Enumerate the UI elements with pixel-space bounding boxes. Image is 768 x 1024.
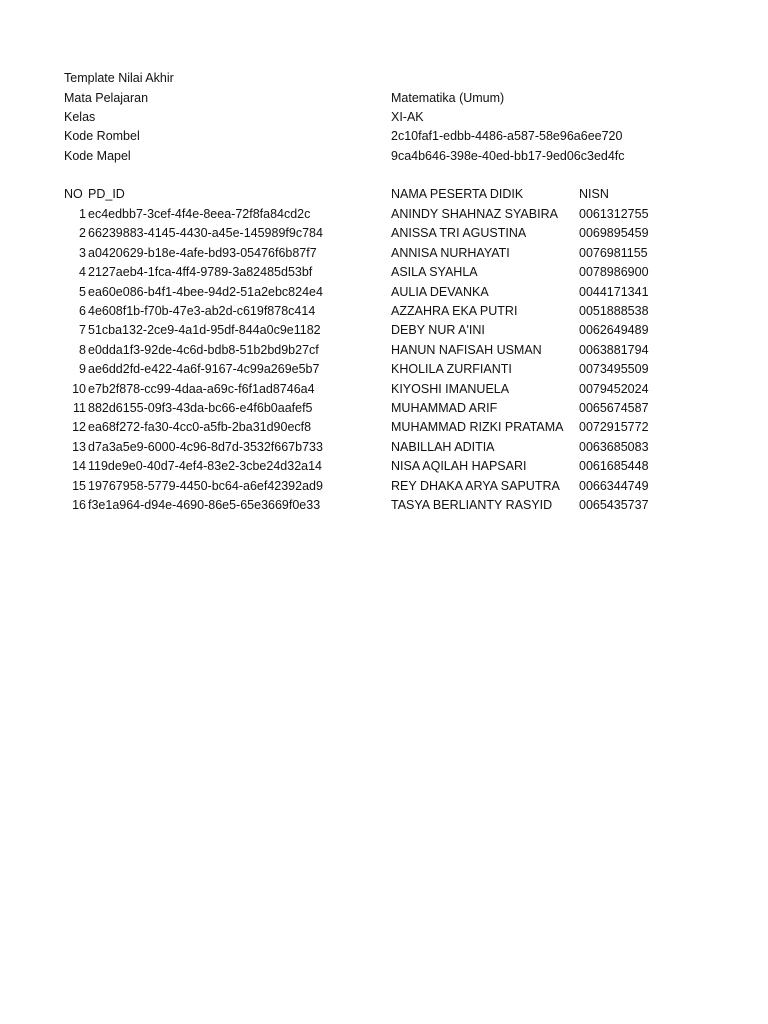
header-nama-peserta-didik: NAMA PESERTA DIDIK (391, 187, 524, 201)
cell-nama: ANNISA NURHAYATI (391, 245, 510, 260)
cell-no: 8 (79, 342, 86, 357)
cell-pd-id: ea68f272-fa30-4cc0-a5fb-2ba31d90ecf8 (88, 420, 312, 435)
header-pd-id: PD_ID (88, 187, 125, 201)
cell-pd-id: 51cba132-2ce9-4a1d-95df-844a0c9e1182 (88, 323, 321, 338)
table-row (0, 321, 768, 340)
cell-no: 16 (72, 498, 86, 512)
cell-no: 1 (79, 207, 86, 221)
cell-nama: MUHAMMAD ARIF (391, 401, 498, 415)
cell-no: 5 (79, 284, 86, 299)
cell-nisn: 0051888538 (579, 304, 649, 318)
cell-pd-id: ae6dd2fd-e422-4a6f-9167-4c99a269e5b7 (88, 362, 320, 377)
cell-nisn: 0061685448 (579, 459, 649, 474)
cell-nisn: 0044171341 (579, 284, 649, 299)
cell-pd-id: 882d6155-09f3-43da-bc66-e4f6b0aafef5 (88, 401, 313, 415)
cell-no: 10 (72, 381, 86, 396)
cell-pd-id: ec4edbb7-3cef-4f4e-8eea-72f8fa84cd2c (88, 207, 311, 221)
cell-pd-id: a0420629-b18e-4afe-bd93-05476f6b87f7 (88, 245, 317, 260)
cell-pd-id: ea60e086-b4f1-4bee-94d2-51a2ebc824e4 (88, 284, 323, 299)
cell-no: 14 (72, 459, 86, 474)
cell-nisn: 0073495509 (579, 362, 649, 377)
cell-nama: ASILA SYAHLA (391, 265, 478, 280)
cell-nama: ANINDY SHAHNAZ SYABIRA (391, 207, 558, 221)
header-nisn: NISN (579, 187, 609, 201)
table-row (0, 224, 768, 243)
field-label-kelas: Kelas (64, 110, 96, 124)
cell-nama: KIYOSHI IMANUELA (391, 381, 510, 396)
cell-nama: AZZAHRA EKA PUTRI (391, 304, 518, 318)
cell-no: 4 (79, 265, 86, 280)
cell-nama: REY DHAKA ARYA SAPUTRA (391, 478, 560, 493)
cell-nisn: 0065674587 (579, 401, 649, 415)
cell-nama: AULIA DEVANKA (391, 284, 489, 299)
cell-nisn: 0065435737 (579, 498, 649, 512)
cell-pd-id: e7b2f878-cc99-4daa-a69c-f6f1ad8746a4 (88, 381, 315, 396)
cell-nisn: 0063881794 (579, 342, 649, 357)
cell-no: 13 (72, 439, 86, 454)
cell-no: 12 (72, 420, 86, 435)
table-row (0, 360, 768, 379)
field-label-kode-rombel: Kode Rombel (64, 129, 140, 143)
cell-nama: HANUN NAFISAH USMAN (391, 342, 542, 357)
table-row (0, 496, 768, 515)
table-row (0, 244, 768, 263)
cell-nisn: 0063685083 (579, 439, 649, 454)
field-label-kode-mapel: Kode Mapel (64, 149, 131, 163)
cell-nama: TASYA BERLIANTY RASYID (391, 498, 553, 512)
cell-pd-id: f3e1a964-d94e-4690-86e5-65e3669f0e33 (88, 498, 321, 512)
cell-pd-id: e0dda1f3-92de-4c6d-bdb8-51b2bd9b27cf (88, 342, 319, 357)
field-value-kode-mapel: 9ca4b646-398e-40ed-bb17-9ed06c3ed4fc (391, 149, 625, 163)
cell-nama: NISA AQILAH HAPSARI (391, 459, 527, 474)
table-row (0, 263, 768, 282)
cell-nisn: 0076981155 (579, 245, 648, 260)
cell-no: 11 (73, 401, 86, 415)
field-label-mata-pelajaran: Mata Pelajaran (64, 91, 149, 105)
cell-pd-id: 2127aeb4-1fca-4ff4-9789-3a82485d53bf (88, 265, 313, 280)
table-row (0, 418, 768, 437)
document-title: Template Nilai Akhir (64, 71, 174, 85)
field-value-mata-pelajaran: Matematika (Umum) (391, 91, 505, 105)
cell-nisn: 0079452024 (579, 381, 649, 396)
cell-nama: NABILLAH ADITIA (391, 439, 495, 454)
cell-no: 9 (79, 362, 86, 377)
cell-pd-id: 4e608f1b-f70b-47e3-ab2d-c619f878c414 (88, 304, 316, 318)
table-row (0, 205, 768, 224)
table-row (0, 477, 768, 496)
cell-pd-id: 119de9e0-40d7-4ef4-83e2-3cbe24d32a14 (88, 459, 323, 474)
field-value-kelas: XI-AK (391, 110, 424, 124)
table-row (0, 457, 768, 476)
table-row (0, 438, 768, 457)
cell-nisn: 0069895459 (579, 226, 649, 241)
header-no: NO (64, 187, 83, 201)
cell-no: 6 (79, 304, 86, 318)
cell-no: 3 (79, 245, 86, 260)
cell-nama: ANISSA TRI AGUSTINA (391, 226, 527, 241)
table-row (0, 399, 768, 418)
cell-nisn: 0072915772 (579, 420, 649, 435)
cell-nama: KHOLILA ZURFIANTI (391, 362, 512, 377)
cell-pd-id: d7a3a5e9-6000-4c96-8d7d-3532f667b733 (88, 439, 323, 454)
cell-nisn: 0066344749 (579, 478, 649, 493)
cell-no: 15 (72, 478, 86, 493)
cell-nisn: 0078986900 (579, 265, 649, 280)
table-row (0, 283, 768, 302)
cell-no: 2 (79, 226, 86, 241)
field-value-kode-rombel: 2c10faf1-edbb-4486-a587-58e96a6ee720 (391, 129, 623, 143)
cell-nama: DEBY NUR A'INI (391, 323, 485, 338)
cell-pd-id: 66239883-4145-4430-a45e-145989f9c784 (88, 226, 323, 241)
table-row (0, 341, 768, 360)
cell-nama: MUHAMMAD RIZKI PRATAMA (391, 420, 564, 435)
cell-pd-id: 19767958-5779-4450-bc64-a6ef42392ad9 (88, 478, 323, 493)
table-row (0, 380, 768, 399)
table-row (0, 302, 768, 321)
cell-nisn: 0061312755 (579, 207, 649, 221)
cell-no: 7 (79, 323, 86, 338)
cell-nisn: 0062649489 (579, 323, 649, 338)
